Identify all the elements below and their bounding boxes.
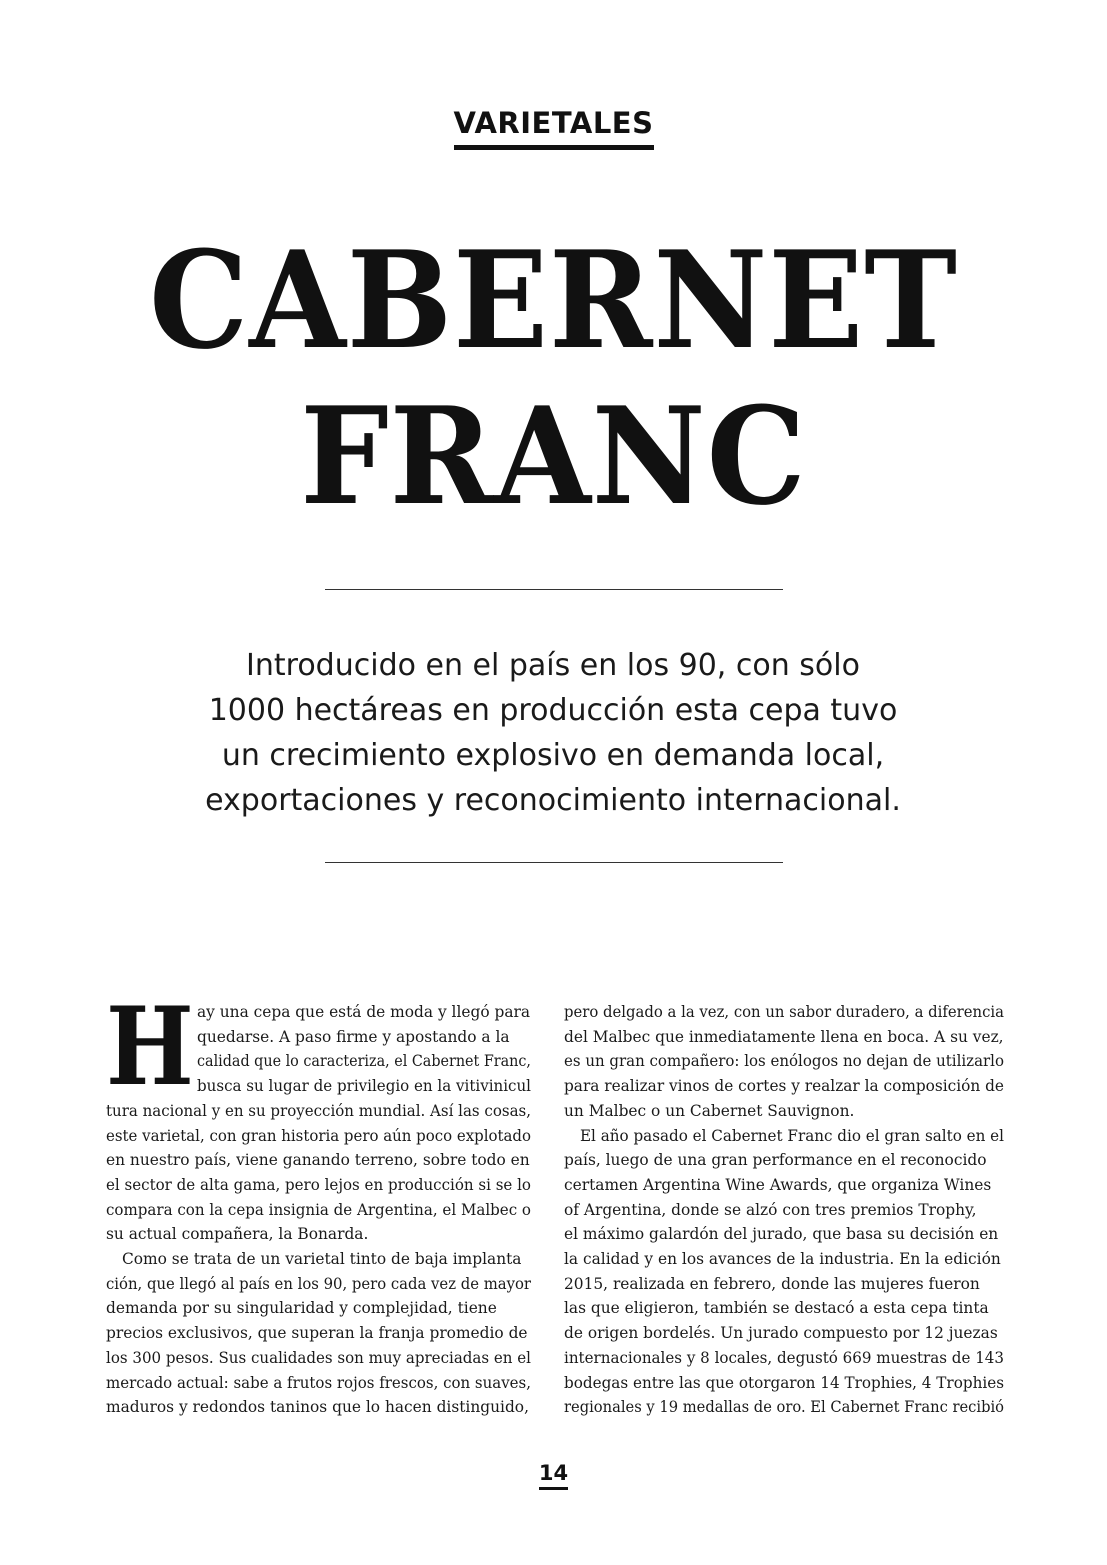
text-line: el máximo galardón del jurado, que basa su decisión en bbox=[564, 1225, 999, 1244]
text-line: certamen Argentina Wine Awards, que organiza Wines bbox=[564, 1175, 992, 1194]
text-line: en nuestro país, viene ganando terreno, sobre todo en bbox=[106, 1151, 530, 1170]
text-line: tura nacional y en su proyección mundial. Así las cosas, bbox=[106, 1101, 531, 1120]
text-line: compara con la cepa insignia de Argentina, el Malbec o bbox=[106, 1200, 531, 1219]
page-number bbox=[0, 1461, 1107, 1490]
text-line: precios exclusivos, que superan la franja promedio de bbox=[106, 1324, 528, 1343]
text-line: el sector de alta gama, pero lejos en producción si se lo bbox=[106, 1175, 531, 1194]
lead-line: Introducido en el país en los 90, con sólo bbox=[246, 648, 860, 683]
text-line: busca su lugar de privilegio en la vitivinicul bbox=[197, 1077, 531, 1096]
text-line: del Malbec que inmediatamente llena en boca. A su vez, bbox=[564, 1027, 1004, 1046]
article-column-right bbox=[564, 1000, 1004, 1420]
text-line: su actual compañera, la Bonarda. bbox=[106, 1225, 369, 1244]
lead-paragraph bbox=[153, 643, 953, 823]
lead-line: exportaciones y reconocimiento internacional. bbox=[205, 783, 901, 818]
text-line: bodegas entre las que otorgaron 14 Trophies, 4 Trophies bbox=[564, 1373, 1004, 1392]
article-title bbox=[39, 222, 1069, 534]
text-line: calidad que lo caracteriza, el Cabernet Franc, bbox=[197, 1052, 531, 1071]
text-line: país, luego de una gran performance en el reconocido bbox=[564, 1151, 987, 1170]
text-line: es un gran compañero: los enólogos no dejan de utilizarlo bbox=[564, 1052, 1004, 1071]
divider-bottom bbox=[325, 862, 783, 863]
divider-top bbox=[325, 589, 783, 590]
text-line: mercado actual: sabe a frutos rojos frescos, con suaves, bbox=[106, 1373, 531, 1392]
text-line: este varietal, con gran historia pero aún poco explotado bbox=[106, 1126, 531, 1145]
text-line: los 300 pesos. Sus cualidades son muy apreciadas en el bbox=[106, 1348, 531, 1367]
text-line: maduros y redondos taninos que lo hacen distinguido, bbox=[106, 1398, 529, 1417]
text-line: un Malbec o un Cabernet Sauvignon. bbox=[564, 1101, 855, 1120]
text-line: 2015, realizada en febrero, donde las mujeres fueron bbox=[564, 1274, 980, 1293]
section-label-text: VARIETALES bbox=[454, 106, 654, 150]
text-line: of Argentina, donde se alzó con tres premios Trophy, bbox=[564, 1200, 977, 1219]
text-line: regionales y 19 medallas de oro. El Cabernet Franc recibió bbox=[564, 1398, 1004, 1417]
text-line: para realizar vinos de cortes y realzar la composición de bbox=[564, 1077, 1004, 1096]
text-line: ay una cepa que está de moda y llegó para bbox=[197, 1003, 531, 1021]
text-line: de origen bordelés. Un jurado compuesto por 12 juezas bbox=[564, 1324, 998, 1343]
text-line: ción, que llegó al país en los 90, pero cada vez de mayor bbox=[106, 1274, 531, 1293]
article-title-line-1: CABERNET bbox=[149, 221, 958, 379]
drop-cap: H bbox=[106, 984, 194, 1110]
lead-line: 1000 hectáreas en producción esta cepa tuvo bbox=[208, 693, 898, 728]
article-column-left bbox=[106, 984, 531, 1420]
text-line: la calidad y en los avances de la industria. En la edición bbox=[564, 1250, 1001, 1269]
text-line: El año pasado el Cabernet Franc dio el gran salto en el bbox=[580, 1126, 1004, 1145]
text-line: internacionales y 8 locales, degustó 669 muestras de 143 bbox=[564, 1348, 1004, 1367]
text-line: pero delgado a la vez, con un sabor duradero, a diferencia bbox=[564, 1003, 1004, 1021]
article-title-line-2: FRANC bbox=[300, 377, 807, 535]
lead-line: un crecimiento explosivo en demanda local, bbox=[221, 738, 885, 773]
text-line: demanda por su singularidad y complejidad, tiene bbox=[106, 1299, 497, 1318]
text-line: quedarse. A paso firme y apostando a la bbox=[197, 1027, 510, 1046]
page-number-text: 14 bbox=[539, 1461, 568, 1490]
text-line: Como se trata de un varietal tinto de baja implanta bbox=[122, 1250, 522, 1269]
section-label bbox=[0, 106, 1107, 150]
text-line: las que eligieron, también se destacó a esta cepa tinta bbox=[564, 1299, 989, 1318]
